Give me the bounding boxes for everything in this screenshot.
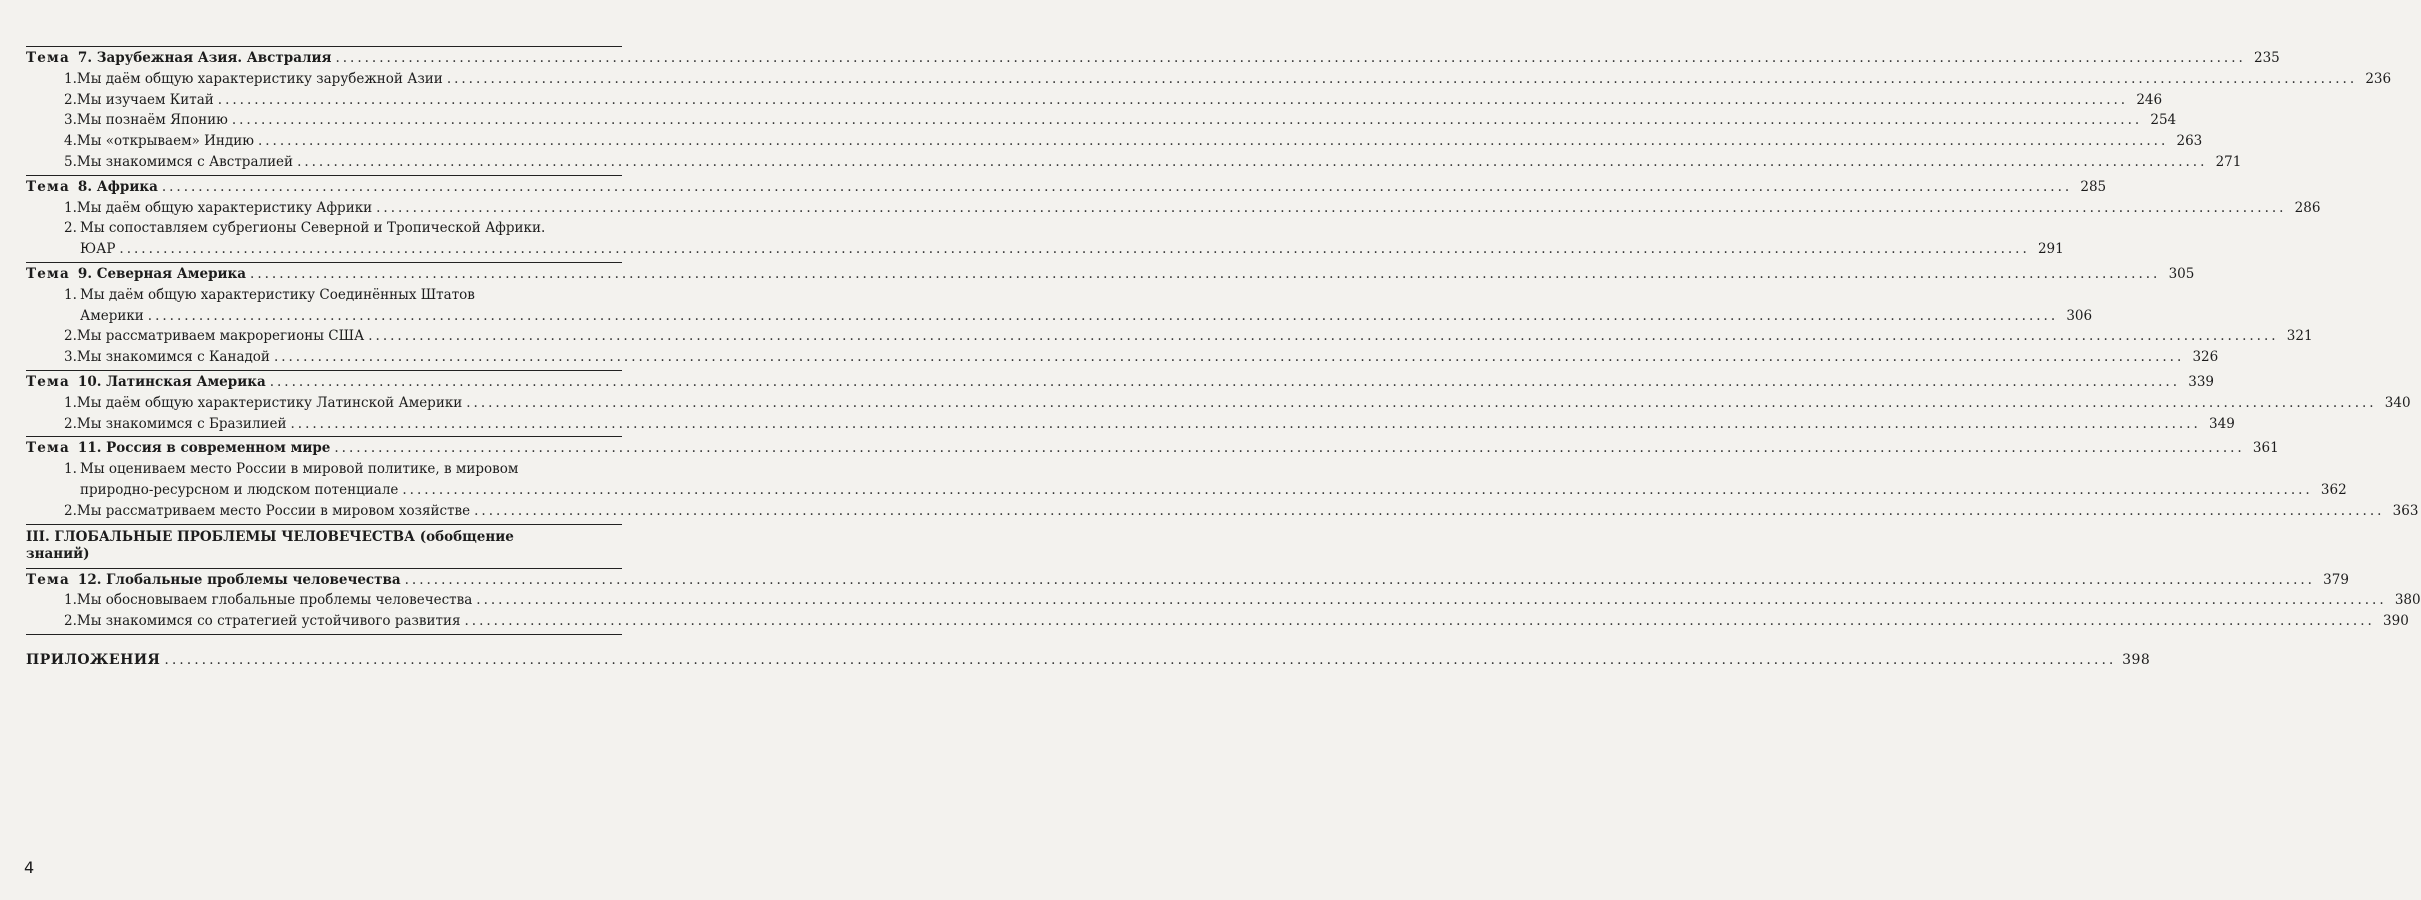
toc-entry[interactable]	[26, 611, 2409, 632]
divider	[26, 46, 622, 47]
entry-page: 380	[2394, 592, 2421, 609]
section-title-line-1: III. ГЛОБАЛЬНЫЕ ПРОБЛЕМЫ ЧЕЛОВЕЧЕСТВА (обобщение	[26, 528, 514, 545]
topic-title: 11. Россия в современном мире	[77, 440, 331, 457]
entry-number: 3.	[64, 112, 77, 129]
entry-title: Мы познаём Японию	[76, 112, 228, 129]
toc-entry[interactable]	[26, 69, 2392, 90]
toc-entry-continuation[interactable]	[26, 239, 2064, 260]
entry-page: 362	[2320, 481, 2347, 498]
toc-entry[interactable]	[26, 131, 2203, 152]
entry-title: Мы знакомимся с Бразилией	[76, 415, 287, 432]
entry-title: Мы обосновываем глобальные проблемы человечества	[76, 592, 473, 609]
entry-number: 1.	[64, 70, 77, 87]
section-3-heading[interactable]	[26, 526, 622, 566]
entry-page: 291	[2037, 241, 2064, 258]
entry-title: Мы «открываем» Индию	[76, 133, 254, 150]
leader-dots	[250, 264, 2160, 285]
entry-number: 2.	[64, 415, 77, 432]
appendix-heading[interactable]	[26, 650, 2151, 671]
toc-entry-continuation[interactable]	[26, 306, 2093, 327]
entry-number: 1.	[64, 286, 77, 303]
topic-10-heading[interactable]	[26, 372, 2215, 393]
leader-dots	[335, 48, 2245, 69]
entry-number: 2.	[64, 91, 77, 108]
entry-page: 321	[2286, 328, 2313, 345]
topic-7-heading[interactable]	[26, 48, 2280, 69]
entry-page: 326	[2192, 349, 2219, 366]
toc-entry[interactable]	[26, 501, 2419, 522]
topic-label: Тема	[26, 178, 70, 195]
topic-page: 339	[2188, 373, 2215, 390]
topic-page: 285	[2080, 178, 2107, 195]
entry-number: 4.	[64, 133, 77, 150]
leader-dots	[474, 501, 2384, 522]
topic-page: 235	[2254, 50, 2280, 66]
leader-dots	[148, 306, 2058, 327]
entry-title: Мы рассматриваем место России в мировом хозяйстве	[76, 502, 471, 519]
topic-11-heading[interactable]	[26, 438, 2279, 459]
entry-title: Мы рассматриваем макрорегионы США	[76, 328, 365, 345]
entry-page: 340	[2384, 394, 2411, 411]
toc-entry[interactable]	[26, 152, 2242, 173]
entry-page: 349	[2209, 415, 2235, 432]
toc-entry[interactable]	[26, 285, 622, 306]
entry-title: Мы знакомимся с Австралией	[76, 153, 294, 170]
appendix-title: ПРИЛОЖЕНИЯ	[26, 651, 161, 668]
toc-entry[interactable]	[26, 90, 2163, 111]
entry-page: 363	[2392, 502, 2419, 519]
entry-title: Мы знакомимся со стратегией устойчивого развития	[76, 613, 461, 630]
toc-entry[interactable]	[26, 393, 2411, 414]
section-title-line-2: знаний)	[26, 545, 90, 562]
entry-number: 2.	[64, 613, 77, 630]
topic-page: 361	[2252, 440, 2279, 457]
topic-title: 7. Зарубежная Азия. Австралия	[77, 50, 332, 66]
leader-dots	[270, 372, 2180, 393]
topic-page: 379	[2323, 571, 2349, 588]
leader-dots	[464, 611, 2374, 632]
divider	[26, 634, 622, 635]
leader-dots	[258, 131, 2168, 152]
leader-dots	[447, 69, 2357, 90]
toc-entry[interactable]	[26, 218, 622, 239]
topic-title: 8. Африка	[77, 178, 158, 195]
topic-title: 12. Глобальные проблемы человечества	[77, 571, 401, 588]
appendix-page: 398	[2122, 651, 2151, 668]
topic-8-heading[interactable]	[26, 177, 2107, 198]
leader-dots	[402, 480, 2312, 501]
toc-entry[interactable]	[26, 326, 2313, 347]
entry-title-continued: ЮАР	[80, 241, 116, 258]
topic-12-heading[interactable]	[26, 570, 2349, 591]
leader-dots	[290, 414, 2200, 435]
entry-page: 236	[2365, 70, 2392, 87]
entry-number: 2.	[64, 220, 77, 237]
entry-title: Мы даём общую характеристику Латинской Америки	[76, 394, 463, 411]
leader-dots	[466, 393, 2376, 414]
divider	[26, 568, 622, 569]
leader-dots	[405, 570, 2315, 591]
entry-title: Мы оцениваем место России в мировой политике, в мировом	[80, 461, 519, 478]
topic-label: Тема	[26, 50, 70, 66]
divider	[26, 175, 622, 176]
entry-title: Мы сопоставляем субрегионы Северной и Тропической Африки.	[80, 220, 546, 237]
leader-dots	[274, 347, 2184, 368]
leader-dots	[376, 198, 2286, 219]
topic-title: 10. Латинская Америка	[77, 373, 266, 390]
toc-entry[interactable]	[26, 414, 2235, 435]
toc-entry[interactable]	[26, 459, 622, 480]
topic-title: 9. Северная Америка	[77, 265, 247, 282]
toc-entry[interactable]	[26, 110, 2177, 131]
page-number: 4	[24, 858, 35, 877]
toc-entry[interactable]	[26, 198, 2321, 219]
divider	[26, 370, 622, 371]
leader-dots	[334, 438, 2244, 459]
leader-dots	[232, 110, 2142, 131]
leader-dots	[368, 326, 2278, 347]
entry-number: 1.	[64, 592, 77, 609]
entry-page: 390	[2383, 613, 2409, 630]
entry-page: 263	[2176, 133, 2203, 150]
entry-title: Мы изучаем Китай	[76, 91, 214, 108]
toc-entry-continuation[interactable]	[26, 480, 2347, 501]
entry-page: 246	[2136, 91, 2163, 108]
entry-number: 3.	[64, 349, 77, 366]
entry-page: 271	[2215, 153, 2242, 170]
entry-title-continued: Америки	[80, 307, 144, 324]
topic-9-heading[interactable]	[26, 264, 2195, 285]
entry-page: 254	[2150, 112, 2177, 129]
leader-dots	[297, 152, 2207, 173]
topic-label: Тема	[26, 440, 70, 457]
entry-number: 1.	[64, 461, 77, 478]
divider	[26, 524, 622, 525]
topic-page: 305	[2168, 265, 2195, 282]
leader-dots	[476, 590, 2386, 611]
entry-number: 1.	[64, 199, 77, 216]
topic-label: Тема	[26, 373, 70, 390]
toc-entry[interactable]	[26, 347, 2219, 368]
leader-dots	[162, 177, 2072, 198]
leader-dots	[164, 650, 2116, 671]
entry-number: 5.	[64, 153, 77, 170]
entry-page: 286	[2294, 199, 2321, 216]
entry-title: Мы даём общую характеристику Соединённых Штатов	[80, 286, 475, 303]
topic-label: Тема	[26, 265, 70, 282]
entry-page: 306	[2066, 307, 2093, 324]
toc-entry[interactable]	[26, 590, 2421, 611]
entry-title-continued: природно-ресурсном и людском потенциале	[80, 481, 399, 498]
entry-title: Мы даём общую характеристику зарубежной Азии	[76, 70, 443, 87]
entry-number: 2.	[64, 502, 77, 519]
leader-dots	[218, 90, 2128, 111]
topic-label: Тема	[26, 571, 70, 588]
table-of-contents	[26, 44, 2421, 671]
divider	[26, 262, 622, 263]
entry-title: Мы даём общую характеристику Африки	[76, 199, 373, 216]
leader-dots	[119, 239, 2029, 260]
entry-number: 1.	[64, 394, 77, 411]
entry-title: Мы знакомимся с Канадой	[76, 349, 270, 366]
divider	[26, 436, 622, 437]
entry-number: 2.	[64, 328, 77, 345]
